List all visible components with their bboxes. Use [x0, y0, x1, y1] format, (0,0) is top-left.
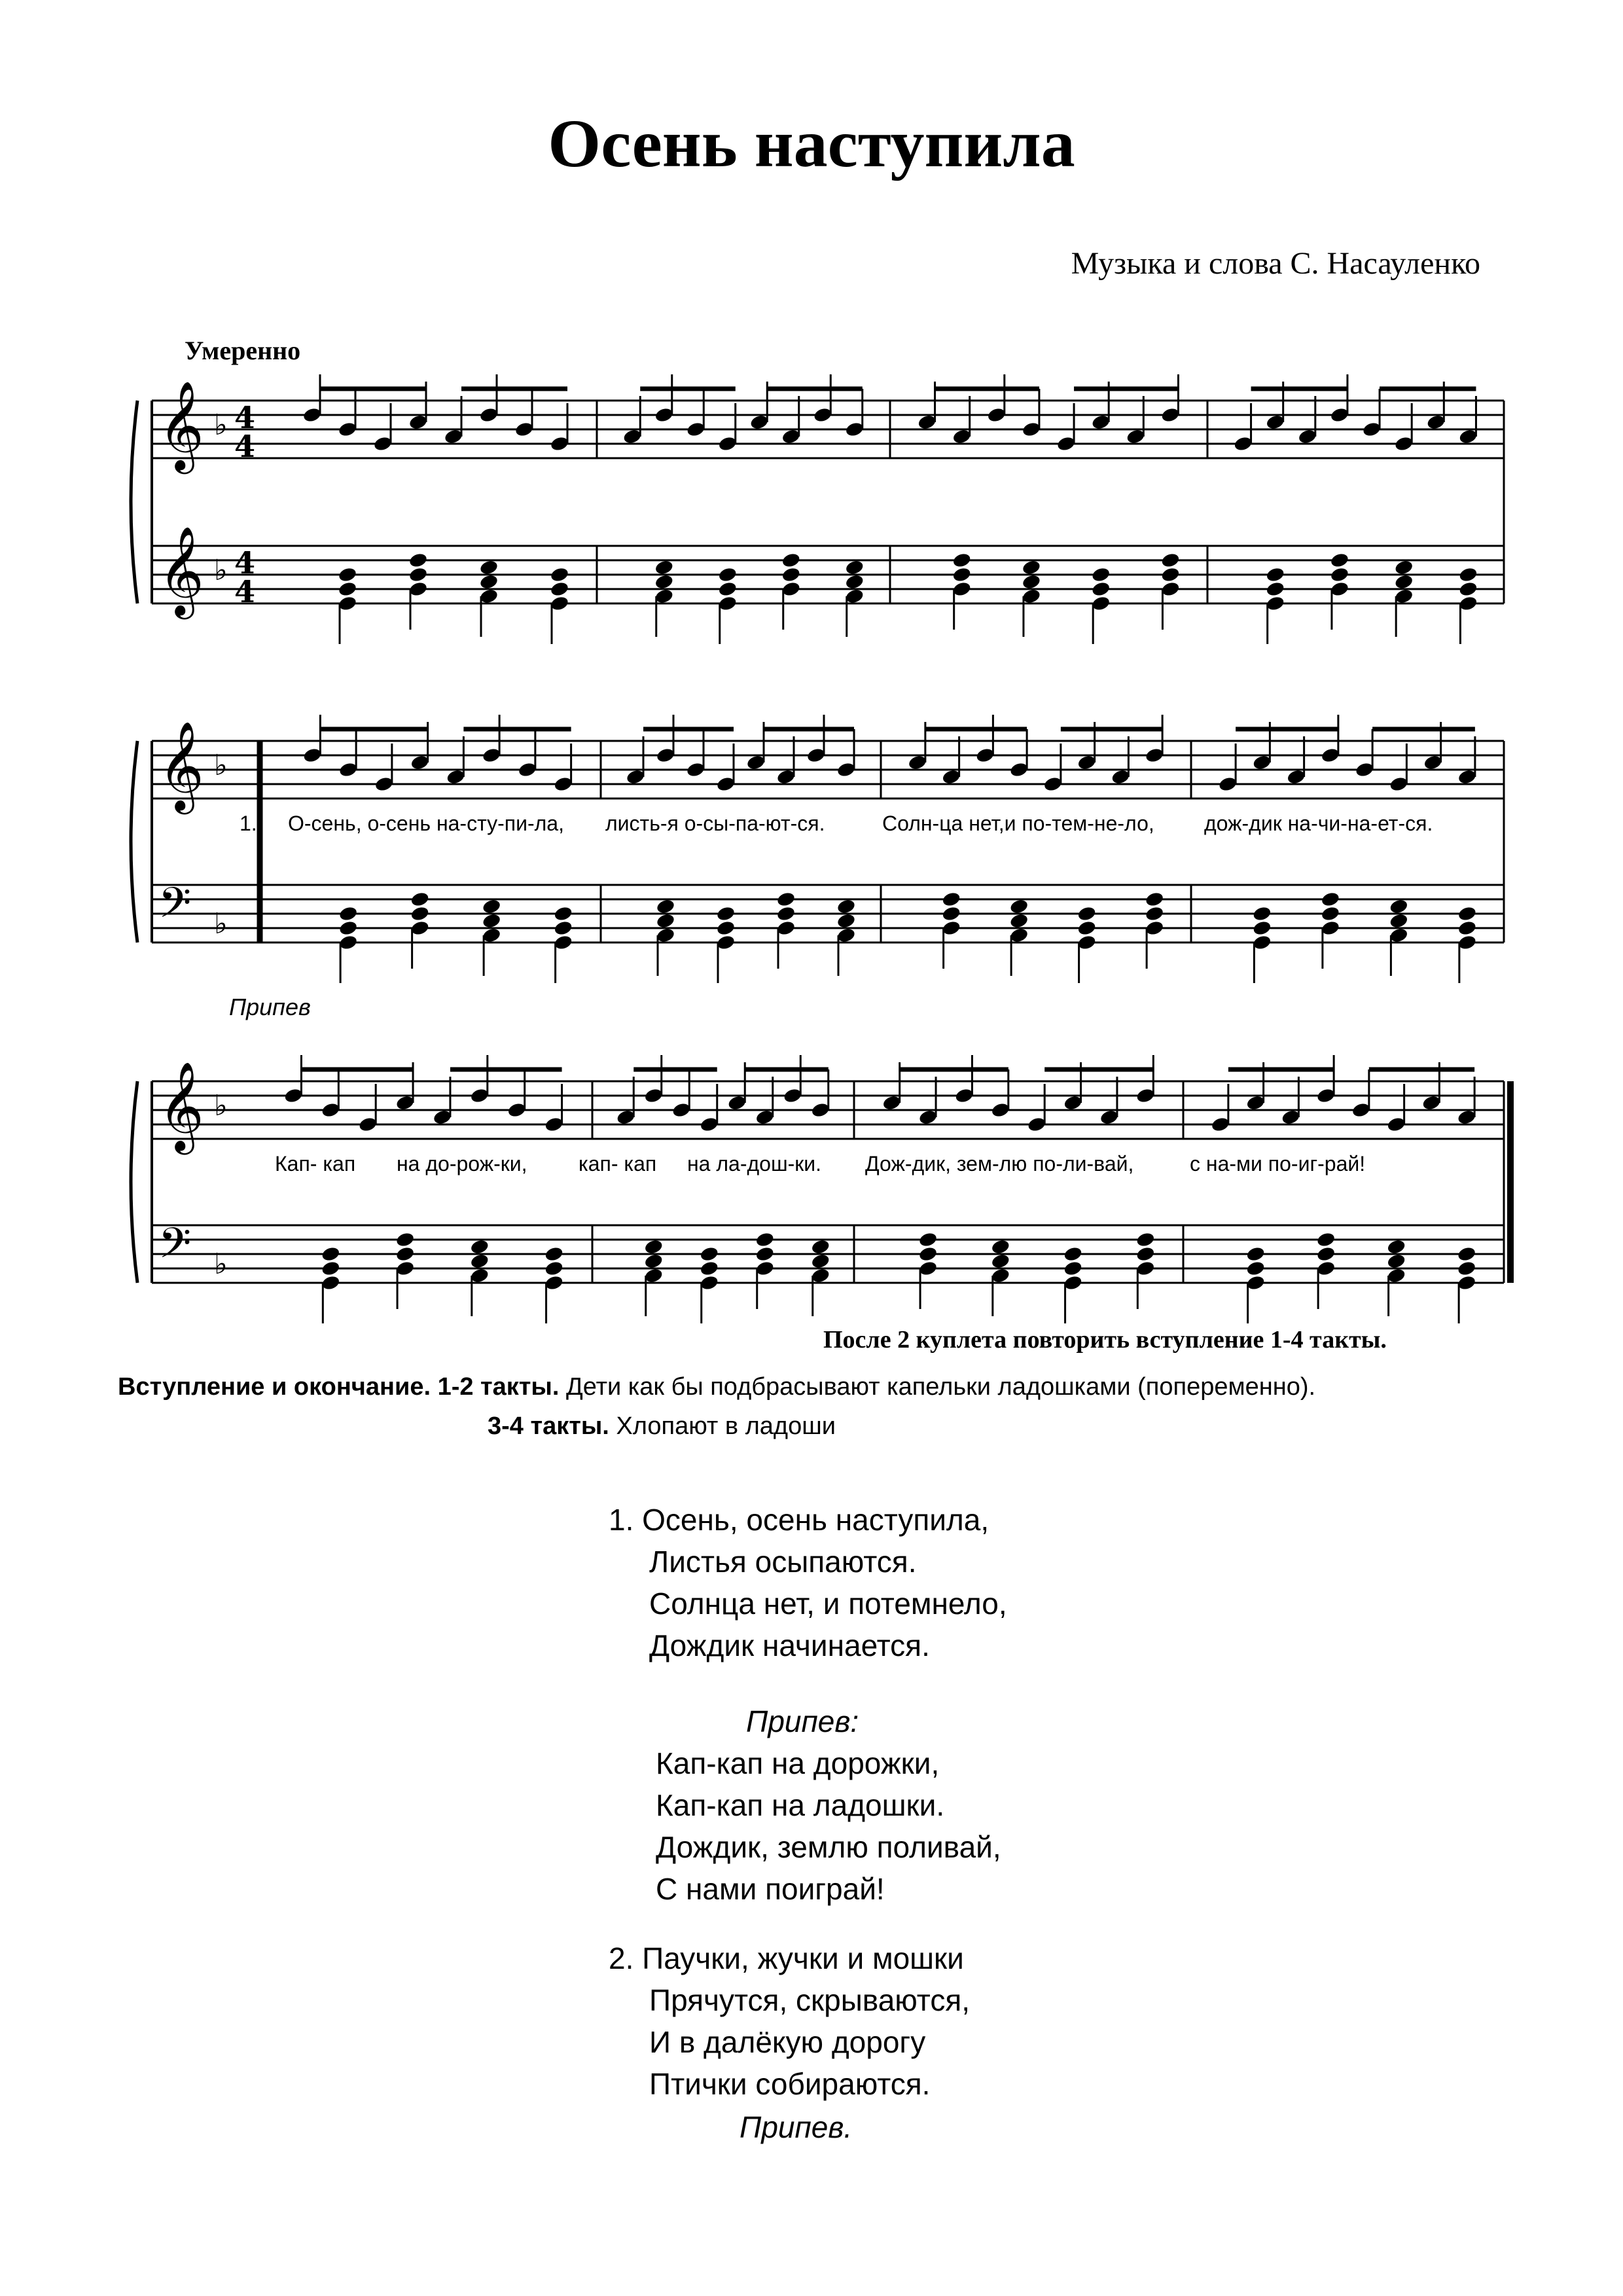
chord-notehead [776, 891, 796, 908]
flat-key-signature: ♭ [214, 554, 228, 587]
chord-notehead [1091, 566, 1111, 583]
chord-notehead [941, 905, 961, 922]
score-lyric-m3: Солн-ца нет,и по-тем-не-ло, [882, 812, 1154, 835]
chord-notehead [1091, 581, 1111, 598]
chord-notehead [1330, 566, 1350, 583]
chord-notehead [479, 559, 499, 576]
chord-notehead [717, 581, 738, 598]
instruction-1-text: Дети как бы подбрасывают капельки ладошками (попеременно). [566, 1373, 1316, 1401]
chord-notehead [1316, 1231, 1336, 1248]
chord-notehead [410, 905, 430, 922]
chord-notehead [1252, 905, 1272, 922]
chord-notehead [643, 1253, 664, 1270]
chord-notehead [952, 566, 972, 583]
chord-notehead [844, 573, 865, 590]
chord-notehead [338, 581, 358, 598]
chord-notehead [1135, 1231, 1156, 1248]
chord-notehead [1386, 1253, 1406, 1270]
tempo-marking: Умеренно [185, 336, 301, 365]
chord-notehead [836, 912, 857, 929]
score-lyric-m4: дож-дик на-чи-на-ет-ся. [1204, 812, 1433, 835]
chord-notehead [776, 905, 796, 922]
chord-notehead [1389, 898, 1409, 915]
chord-notehead [781, 566, 801, 583]
chord-notehead [1457, 1246, 1477, 1263]
chord-notehead [544, 1260, 564, 1277]
chord-notehead [338, 905, 359, 922]
instruction-1-bold: Вступление и окончание. 1-2 такты. [118, 1373, 560, 1401]
chord-notehead [1009, 912, 1029, 929]
chorus-line: Кап-кап на ладошки. [656, 1788, 945, 1822]
brace [131, 1081, 137, 1283]
score-lyric-m1: О-сень, о-сень на-сту-пи-ла, [288, 812, 564, 835]
chord-notehead [338, 920, 359, 937]
chord-notehead [395, 1231, 416, 1248]
verse-1 [609, 1499, 1007, 1666]
chord-notehead [1245, 1260, 1266, 1277]
chord-notehead [810, 1238, 830, 1255]
chorus-marking: Припев [229, 994, 311, 1020]
chord-notehead [1009, 898, 1029, 915]
verse-number: 1. [240, 812, 257, 835]
chord-notehead [755, 1246, 775, 1263]
chord-notehead [1457, 920, 1478, 937]
song-title: Осень наступила [548, 106, 1075, 181]
chord-notehead [1160, 566, 1181, 583]
score-lyric-c3: Дож-дик, зем-лю по-ли-вай, [865, 1152, 1134, 1175]
chord-notehead [1394, 559, 1414, 576]
score-lyric-m2: листь-я о-сы-па-ют-ся. [605, 812, 825, 835]
chord-notehead [410, 891, 430, 908]
chord-notehead [755, 1231, 775, 1248]
flat-key-signature: ♭ [214, 1089, 228, 1122]
chord-notehead [1063, 1260, 1083, 1277]
chorus-line: Дождик, землю поливай, [656, 1830, 1001, 1864]
chord-notehead [321, 1260, 341, 1277]
bass-clef: 𝄢 [158, 1219, 192, 1278]
chord-notehead [717, 566, 738, 583]
verse-2-line: Птички собираются. [649, 2067, 931, 2101]
chord-notehead [1389, 912, 1409, 929]
chord-notehead [1265, 581, 1285, 598]
chord-notehead [1145, 905, 1165, 922]
chord-notehead [553, 905, 573, 922]
chorus-text [656, 1742, 1001, 1910]
verse-2-line: И в далёкую дорогу [649, 2025, 926, 2059]
treble-clef: 𝄞 [158, 525, 204, 615]
flat-key-signature: ♭ [214, 1247, 228, 1281]
chord-notehead [1160, 552, 1181, 569]
instruction-line-2 [488, 1412, 836, 1441]
chorus-line: С нами поиграй! [656, 1872, 885, 1906]
time-signature-bottom: 4 [234, 574, 256, 609]
chord-notehead [321, 1246, 341, 1263]
chord-notehead [1245, 1246, 1266, 1263]
chord-notehead [1316, 1246, 1336, 1263]
chord-notehead [643, 1238, 664, 1255]
chord-notehead [810, 1253, 830, 1270]
treble-clef: 𝄞 [158, 1060, 204, 1151]
chord-notehead [1022, 559, 1042, 576]
chord-notehead [844, 559, 865, 576]
treble-clef: 𝄞 [158, 380, 204, 470]
chord-notehead [656, 912, 676, 929]
verse-2 [609, 1937, 970, 2105]
flat-key-signature: ♭ [214, 749, 228, 782]
notes [283, 374, 1478, 1323]
verse-1-line: 1. Осень, осень наступила, [609, 1503, 990, 1537]
brace [131, 401, 137, 603]
chord-notehead [699, 1260, 719, 1277]
verse-2-line: 2. Паучки, жучки и мошки [609, 1941, 964, 1975]
time-signature-top: 4 [234, 545, 256, 581]
chord-notehead [716, 905, 736, 922]
chord-notehead [553, 920, 573, 937]
verse-2-line: Прячутся, скрываются, [649, 1983, 971, 2017]
chord-notehead [1458, 581, 1478, 598]
chord-notehead [482, 898, 502, 915]
chord-notehead [1321, 905, 1341, 922]
composer-credit: Музыка и слова С. Насауленко [1071, 246, 1480, 281]
chord-notehead [1063, 1246, 1083, 1263]
chord-notehead [550, 581, 570, 598]
chord-notehead [716, 920, 736, 937]
time-signature-top: 4 [234, 400, 256, 435]
chord-notehead [1457, 905, 1478, 922]
chorus-line: Кап-кап на дорожки, [656, 1746, 940, 1780]
chord-notehead [1321, 891, 1341, 908]
chord-notehead [654, 573, 674, 590]
instruction-2-text: Хлопают в ладоши [616, 1412, 836, 1440]
chord-notehead [395, 1246, 416, 1263]
repeat-note: После 2 куплета повторить вступление 1-4 такты. [823, 1326, 1387, 1354]
chord-notehead [656, 898, 676, 915]
chord-notehead [781, 552, 801, 569]
staff-lines [152, 401, 1504, 1283]
chord-notehead [1458, 566, 1478, 583]
chord-notehead [918, 1246, 938, 1263]
flat-key-signature: ♭ [214, 907, 228, 941]
chord-notehead [408, 566, 429, 583]
time-signature-bottom: 4 [234, 429, 256, 464]
chord-notehead [1394, 573, 1414, 590]
chord-notehead [482, 912, 502, 929]
chord-notehead [991, 1238, 1011, 1255]
chord-notehead [1265, 566, 1285, 583]
barlines [131, 401, 1510, 1283]
chord-notehead [1330, 552, 1350, 569]
chord-notehead [918, 1231, 938, 1248]
chord-notehead [1386, 1238, 1406, 1255]
chord-notehead [1457, 1260, 1477, 1277]
verse-1-line: Дождик начинается. [649, 1628, 930, 1662]
chord-notehead [1252, 920, 1272, 937]
chord-notehead [544, 1246, 564, 1263]
score-lyric-c2a: кап- кап [579, 1152, 657, 1175]
score-lyric-c2b: на ла-дош-ки. [687, 1152, 822, 1175]
chord-notehead [991, 1253, 1011, 1270]
chord-notehead [470, 1253, 490, 1270]
chord-notehead [550, 566, 570, 583]
chord-notehead [1135, 1246, 1156, 1263]
chord-notehead [1022, 573, 1042, 590]
score-lyric-c4: с на-ми по-иг-рай! [1190, 1152, 1366, 1175]
chord-notehead [1145, 891, 1165, 908]
chord-notehead [952, 552, 972, 569]
score-lyric-c1b: на до-рож-ки, [397, 1152, 527, 1175]
chord-notehead [654, 559, 674, 576]
chord-notehead [699, 1246, 719, 1263]
chorus-reference: Припев. [740, 2110, 853, 2144]
chord-notehead [408, 552, 429, 569]
instruction-line-1 [118, 1373, 1315, 1401]
score-lyric-c1a: Кап- кап [275, 1152, 356, 1175]
flat-key-signature: ♭ [214, 408, 228, 442]
bass-clef: 𝄢 [158, 879, 192, 938]
chord-notehead [941, 891, 961, 908]
chord-notehead [1077, 905, 1097, 922]
brace [131, 741, 137, 942]
verse-1-line: Солнца нет, и потемнело, [649, 1587, 1007, 1621]
chord-notehead [836, 898, 857, 915]
chorus-label: Припев: [746, 1704, 859, 1738]
instruction-2-bold: 3-4 такты. [488, 1412, 609, 1440]
treble-clef: 𝄞 [158, 720, 204, 810]
verse-1-line: Листья осыпаются. [649, 1545, 917, 1579]
chord-notehead [470, 1238, 490, 1255]
chord-notehead [1077, 920, 1097, 937]
chord-notehead [479, 573, 499, 590]
chord-notehead [338, 566, 358, 583]
